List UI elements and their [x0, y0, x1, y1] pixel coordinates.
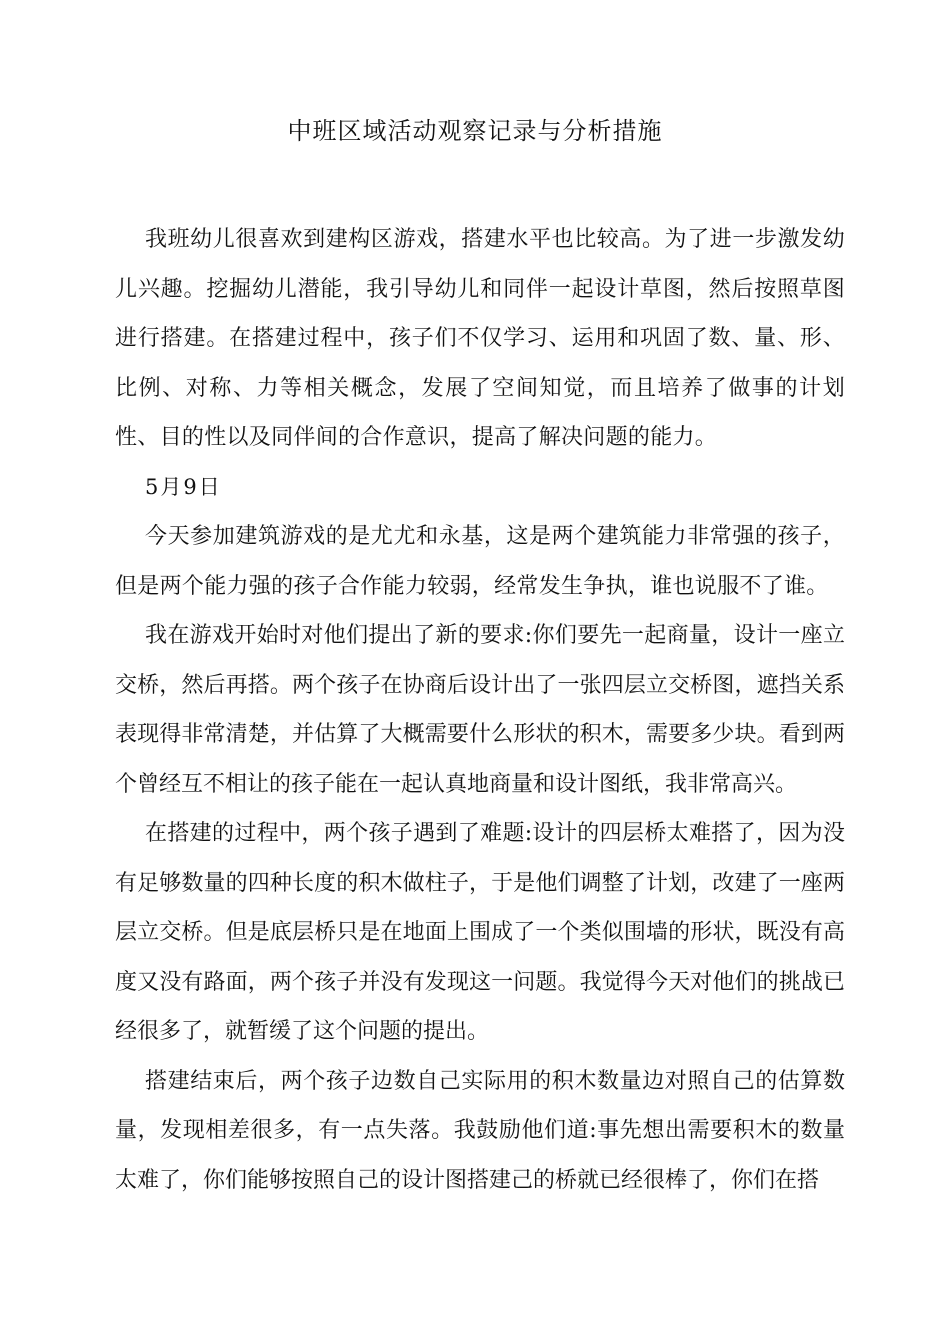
date-heading: 5月9日	[145, 474, 222, 499]
paragraph-reflection: 搭建结束后，两个孩子边数自己实际用的积木数量边对照自己的估算数量，发现相差很多，有一点失落。我鼓励他们道:事先想出需要积木的数量太难了，你们能够按照自己的设计图搭建己的桥就已经很棒了，你们在搭	[115, 1068, 845, 1193]
paragraph-design: 我在游戏开始时对他们提出了新的要求:你们要先一起商量，设计一座立交桥，然后再搭。两个孩子在协商后设计出了一张四层立交桥图，遮挡关系表现得非常清楚，并估算了大概需要什么形状的积木，需要多少块。看到两个曾经互不相让的孩子能在一起认真地商量和设计图纸，我非常高兴。	[115, 623, 845, 797]
document-title: 中班区域活动观察记录与分析措施	[287, 117, 663, 145]
document-body	[115, 215, 845, 1205]
paragraph-building: 在搭建的过程中，两个孩子遇到了难题:设计的四层桥太难搭了，因为没有足够数量的四种长度的积木做柱子，于是他们调整了计划，改建了一座两层立交桥。但是底层桥只是在地面上围成了一个类似围墙的形状，既没有高度又没有路面，两个孩子并没有发现这一问题。我觉得今天对他们的挑战已经很多了，就暂缓了这个问题的提出。	[115, 821, 845, 1044]
paragraph-participants: 今天参加建筑游戏的是尤尤和永基，这是两个建筑能力非常强的孩子，但是两个能力强的孩子合作能力较弱，经常发生争执，谁也说服不了谁。	[115, 524, 845, 599]
paragraph-intro: 我班幼儿很喜欢到建构区游戏，搭建水平也比较高。为了进一步激发幼儿兴趣。挖掘幼儿潜能，我引导幼儿和同伴一起设计草图，然后按照草图进行搭建。在搭建过程中，孩子们不仅学习、运用和巩固了数、量、形、比例、对称、力等相关概念，发展了空间知觉，而且培养了做事的计划性、目的性以及同伴间的合作意识，提高了解决问题的能力。	[115, 227, 845, 450]
